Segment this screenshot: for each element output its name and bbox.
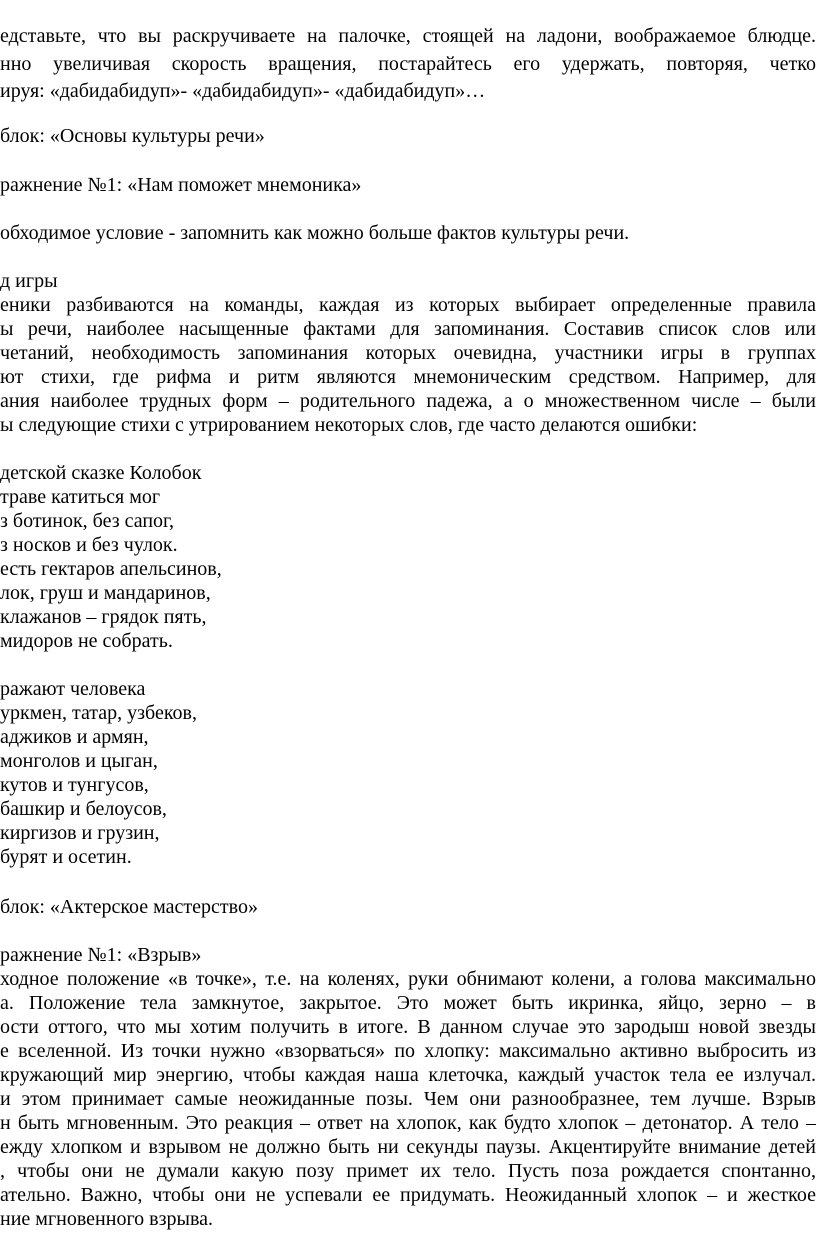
block2-line-8: ежду хлопком и взрывом не должно быть ни секунды паузы. Акцентируйте внимание детей [0,1136,816,1158]
block2-line-2: а. Положение тела замкнутое, закрытое. Это может быть икринка, яйцо, зерно – в [0,992,816,1014]
course-line-5: ания наиболее трудных форм – родительного падежа, а о множественном числе – были [0,390,816,412]
poem1-line-4: з носков и без чулок. [0,534,178,556]
poem1-line-3: з ботинок, без сапог, [0,510,174,532]
block2-line-4: е вселенной. Из точки нужно «взорваться» по хлопку: максимально активно выбросить из [0,1040,816,1062]
poem1-line-2: траве катиться мог [0,486,161,508]
block2-line-7: н быть мгновенным. Это реакция – ответ на хлопок, как будто хлопок – детонатор. А тело – [0,1112,816,1134]
poem2-line-6: башкир и белоусов, [0,798,167,820]
intro-line-2: нно увеличивая скорость вращения, постарайтесь его удержать, повторяя, четко [0,53,816,75]
block2-line-11: ние мгновенного взрыва. [0,1208,213,1230]
course-line-6: ы следующие стихи с утрированием некоторых слов, где часто делаются ошибки: [0,414,698,436]
block1-exercise-title: ражнение №1: «Нам поможет мнемоника» [0,174,362,196]
course-line-4: ют стихи, где рифма и ритм являются мнемоническим средством. Например, для [0,366,816,388]
poem2-line-3: аджиков и армян, [0,726,149,748]
block2-line-5: кружающий мир энергию, чтобы каждая наша клеточка, каждый участок тела ее излучал. [0,1064,816,1086]
block2-line-9: , чтобы они не думали какую позу примет их тело. Пусть поза рождается спонтанно, [0,1160,816,1182]
poem2-line-4: монголов и цыган, [0,750,158,772]
block2-line-10: ательно. Важно, чтобы они не успевали ее придумать. Неожиданный хлопок – и жесткое [0,1184,816,1206]
block2-exercise-title: ражнение №1: «Взрыв» [0,944,202,966]
block2-line-1: ходное положение «в точке», т.е. на коленях, руки обнимают колени, а голова максимально [0,968,816,990]
course-heading: д игры [0,270,58,292]
poem1-line-5: есть гектаров апельсинов, [0,558,222,580]
poem1-line-8: мидоров не собрать. [0,630,173,652]
poem2-line-1: ражают человека [0,678,146,700]
block1-condition: обходимое условие - запомнить как можно больше фактов культуры речи. [0,222,630,244]
poem1-line-1: детской сказке Колобок [0,462,202,484]
block2-title: блок: «Актерское мастерство» [0,896,258,918]
poem2-line-7: киргизов и грузин, [0,822,160,844]
course-line-3: четаний, необходимость запоминания которых очевидна, участники игры в группах [0,342,816,364]
poem1-line-7: клажанов – грядок пять, [0,606,207,628]
poem2-line-5: кутов и тунгусов, [0,774,149,796]
intro-line-1: едставьте, что вы раскручиваете на палочке, стоящей на ладони, воображаемое блюдце. [0,25,816,47]
block1-title: блок: «Основы культуры речи» [0,125,265,147]
poem2-line-2: уркмен, татар, узбеков, [0,702,197,724]
course-line-1: еники разбиваются на команды, каждая из которых выбирает определенные правила [0,294,816,316]
course-line-2: ы речи, наиболее насыщенные фактами для запоминания. Составив список слов или [0,318,816,340]
intro-line-3: ируя: «дабидабидуп»- «дабидабидуп»- «дабидабидуп»… [0,80,486,102]
poem2-line-8: бурят и осетин. [0,846,132,868]
block2-line-6: и этом принимает самые неожиданные позы. Чем они разнообразнее, тем лучше. Взрыв [0,1088,816,1110]
poem1-line-6: лок, груш и мандаринов, [0,582,211,604]
block2-line-3: ости оттого, что мы хотим получить в итоге. В данном случае это зародыш новой звезды [0,1016,816,1038]
